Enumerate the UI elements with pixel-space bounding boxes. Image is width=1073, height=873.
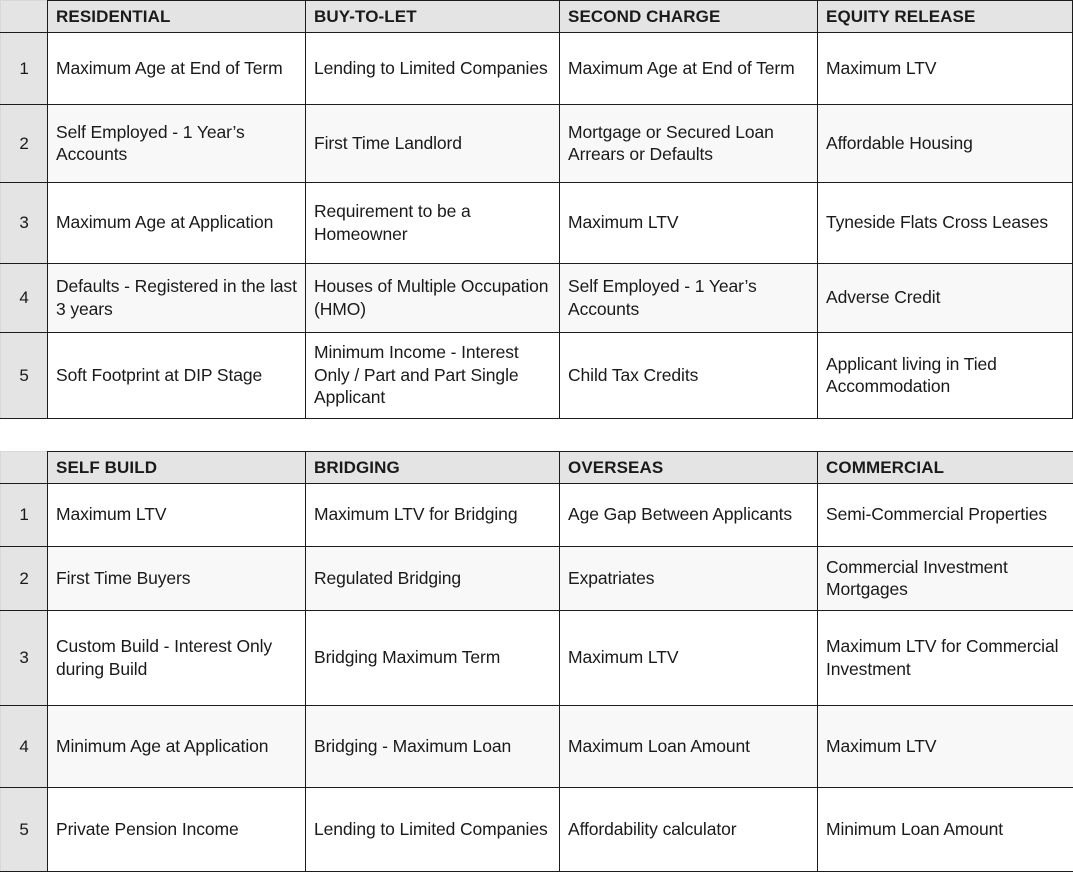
row-number: 4 xyxy=(1,264,48,333)
table-cell: Affordability calculator xyxy=(560,788,818,872)
table-cell: Minimum Income - Interest Only / Part and Part Single Applicant xyxy=(306,333,560,419)
table-row xyxy=(1,706,1073,788)
table-cell: Lending to Limited Companies xyxy=(306,33,560,105)
table-two-index-header xyxy=(1,452,48,484)
table-cell: Lending to Limited Companies xyxy=(306,788,560,872)
table-cell: Maximum Loan Amount xyxy=(560,706,818,788)
table-one-header-row xyxy=(1,1,1073,33)
table-cell: Maximum Age at Application xyxy=(48,183,306,264)
table-row xyxy=(1,611,1073,706)
row-number: 3 xyxy=(1,183,48,264)
table-cell: Bridging Maximum Term xyxy=(306,611,560,706)
table-cell: Maximum LTV xyxy=(818,33,1073,105)
table-cell: Maximum LTV for Commercial Investment xyxy=(818,611,1073,706)
table-cell: Commercial Investment Mortgages xyxy=(818,547,1073,611)
table-cell: Age Gap Between Applicants xyxy=(560,484,818,547)
table-one-index-header xyxy=(1,1,48,33)
table-cell: Affordable Housing xyxy=(818,105,1073,183)
table-cell: Maximum Age at End of Term xyxy=(48,33,306,105)
table-row xyxy=(1,333,1073,419)
row-number: 4 xyxy=(1,706,48,788)
row-number: 5 xyxy=(1,788,48,872)
table-cell: Soft Footprint at DIP Stage xyxy=(48,333,306,419)
table-cell: Requirement to be a Homeowner xyxy=(306,183,560,264)
table-cell: Semi-Commercial Properties xyxy=(818,484,1073,547)
table-cell: Private Pension Income xyxy=(48,788,306,872)
table-cell: Self Employed - 1 Year’s Accounts xyxy=(48,105,306,183)
mortgage-criteria-table-one xyxy=(0,0,1073,419)
table-cell: Maximum LTV for Bridging xyxy=(306,484,560,547)
table-cell: Applicant living in Tied Accommodation xyxy=(818,333,1073,419)
table-cell: Maximum LTV xyxy=(48,484,306,547)
table-two-header-row xyxy=(1,452,1073,484)
table-one-column-header-residential: RESIDENTIAL xyxy=(48,1,306,33)
table-row xyxy=(1,264,1073,333)
table-cell: Adverse Credit xyxy=(818,264,1073,333)
table-row xyxy=(1,183,1073,264)
table-cell: Regulated Bridging xyxy=(306,547,560,611)
table-row xyxy=(1,788,1073,872)
table-row xyxy=(1,484,1073,547)
row-number: 2 xyxy=(1,547,48,611)
table-two-column-header-overseas: OVERSEAS xyxy=(560,452,818,484)
table-cell: Child Tax Credits xyxy=(560,333,818,419)
table-cell: Tyneside Flats Cross Leases xyxy=(818,183,1073,264)
table-cell: Custom Build - Interest Only during Build xyxy=(48,611,306,706)
table-cell: Bridging - Maximum Loan xyxy=(306,706,560,788)
table-row xyxy=(1,547,1073,611)
table-cell: First Time Landlord xyxy=(306,105,560,183)
table-cell: Maximum Age at End of Term xyxy=(560,33,818,105)
table-one-column-header-second-charge: SECOND CHARGE xyxy=(560,1,818,33)
row-number: 1 xyxy=(1,484,48,547)
table-cell: Maximum LTV xyxy=(560,183,818,264)
row-number: 2 xyxy=(1,105,48,183)
table-cell: First Time Buyers xyxy=(48,547,306,611)
table-two-column-header-self-build: SELF BUILD xyxy=(48,452,306,484)
table-one-column-header-equity-release: EQUITY RELEASE xyxy=(818,1,1073,33)
table-cell: Mortgage or Secured Loan Arrears or Defaults xyxy=(560,105,818,183)
table-cell: Minimum Age at Application xyxy=(48,706,306,788)
table-cell: Minimum Loan Amount xyxy=(818,788,1073,872)
table-one-column-header-buy-to-let: BUY-TO-LET xyxy=(306,1,560,33)
table-cell: Houses of Multiple Occupation (HMO) xyxy=(306,264,560,333)
table-row xyxy=(1,105,1073,183)
table-cell: Defaults - Registered in the last 3 years xyxy=(48,264,306,333)
table-cell: Self Employed - 1 Year’s Accounts xyxy=(560,264,818,333)
table-cell: Maximum LTV xyxy=(560,611,818,706)
row-number: 3 xyxy=(1,611,48,706)
table-two-column-header-commercial: COMMERCIAL xyxy=(818,452,1073,484)
table-row xyxy=(1,33,1073,105)
mortgage-criteria-table-two xyxy=(0,451,1073,872)
table-cell: Maximum LTV xyxy=(818,706,1073,788)
table-two-column-header-bridging: BRIDGING xyxy=(306,452,560,484)
row-number: 1 xyxy=(1,33,48,105)
row-number: 5 xyxy=(1,333,48,419)
table-cell: Expatriates xyxy=(560,547,818,611)
